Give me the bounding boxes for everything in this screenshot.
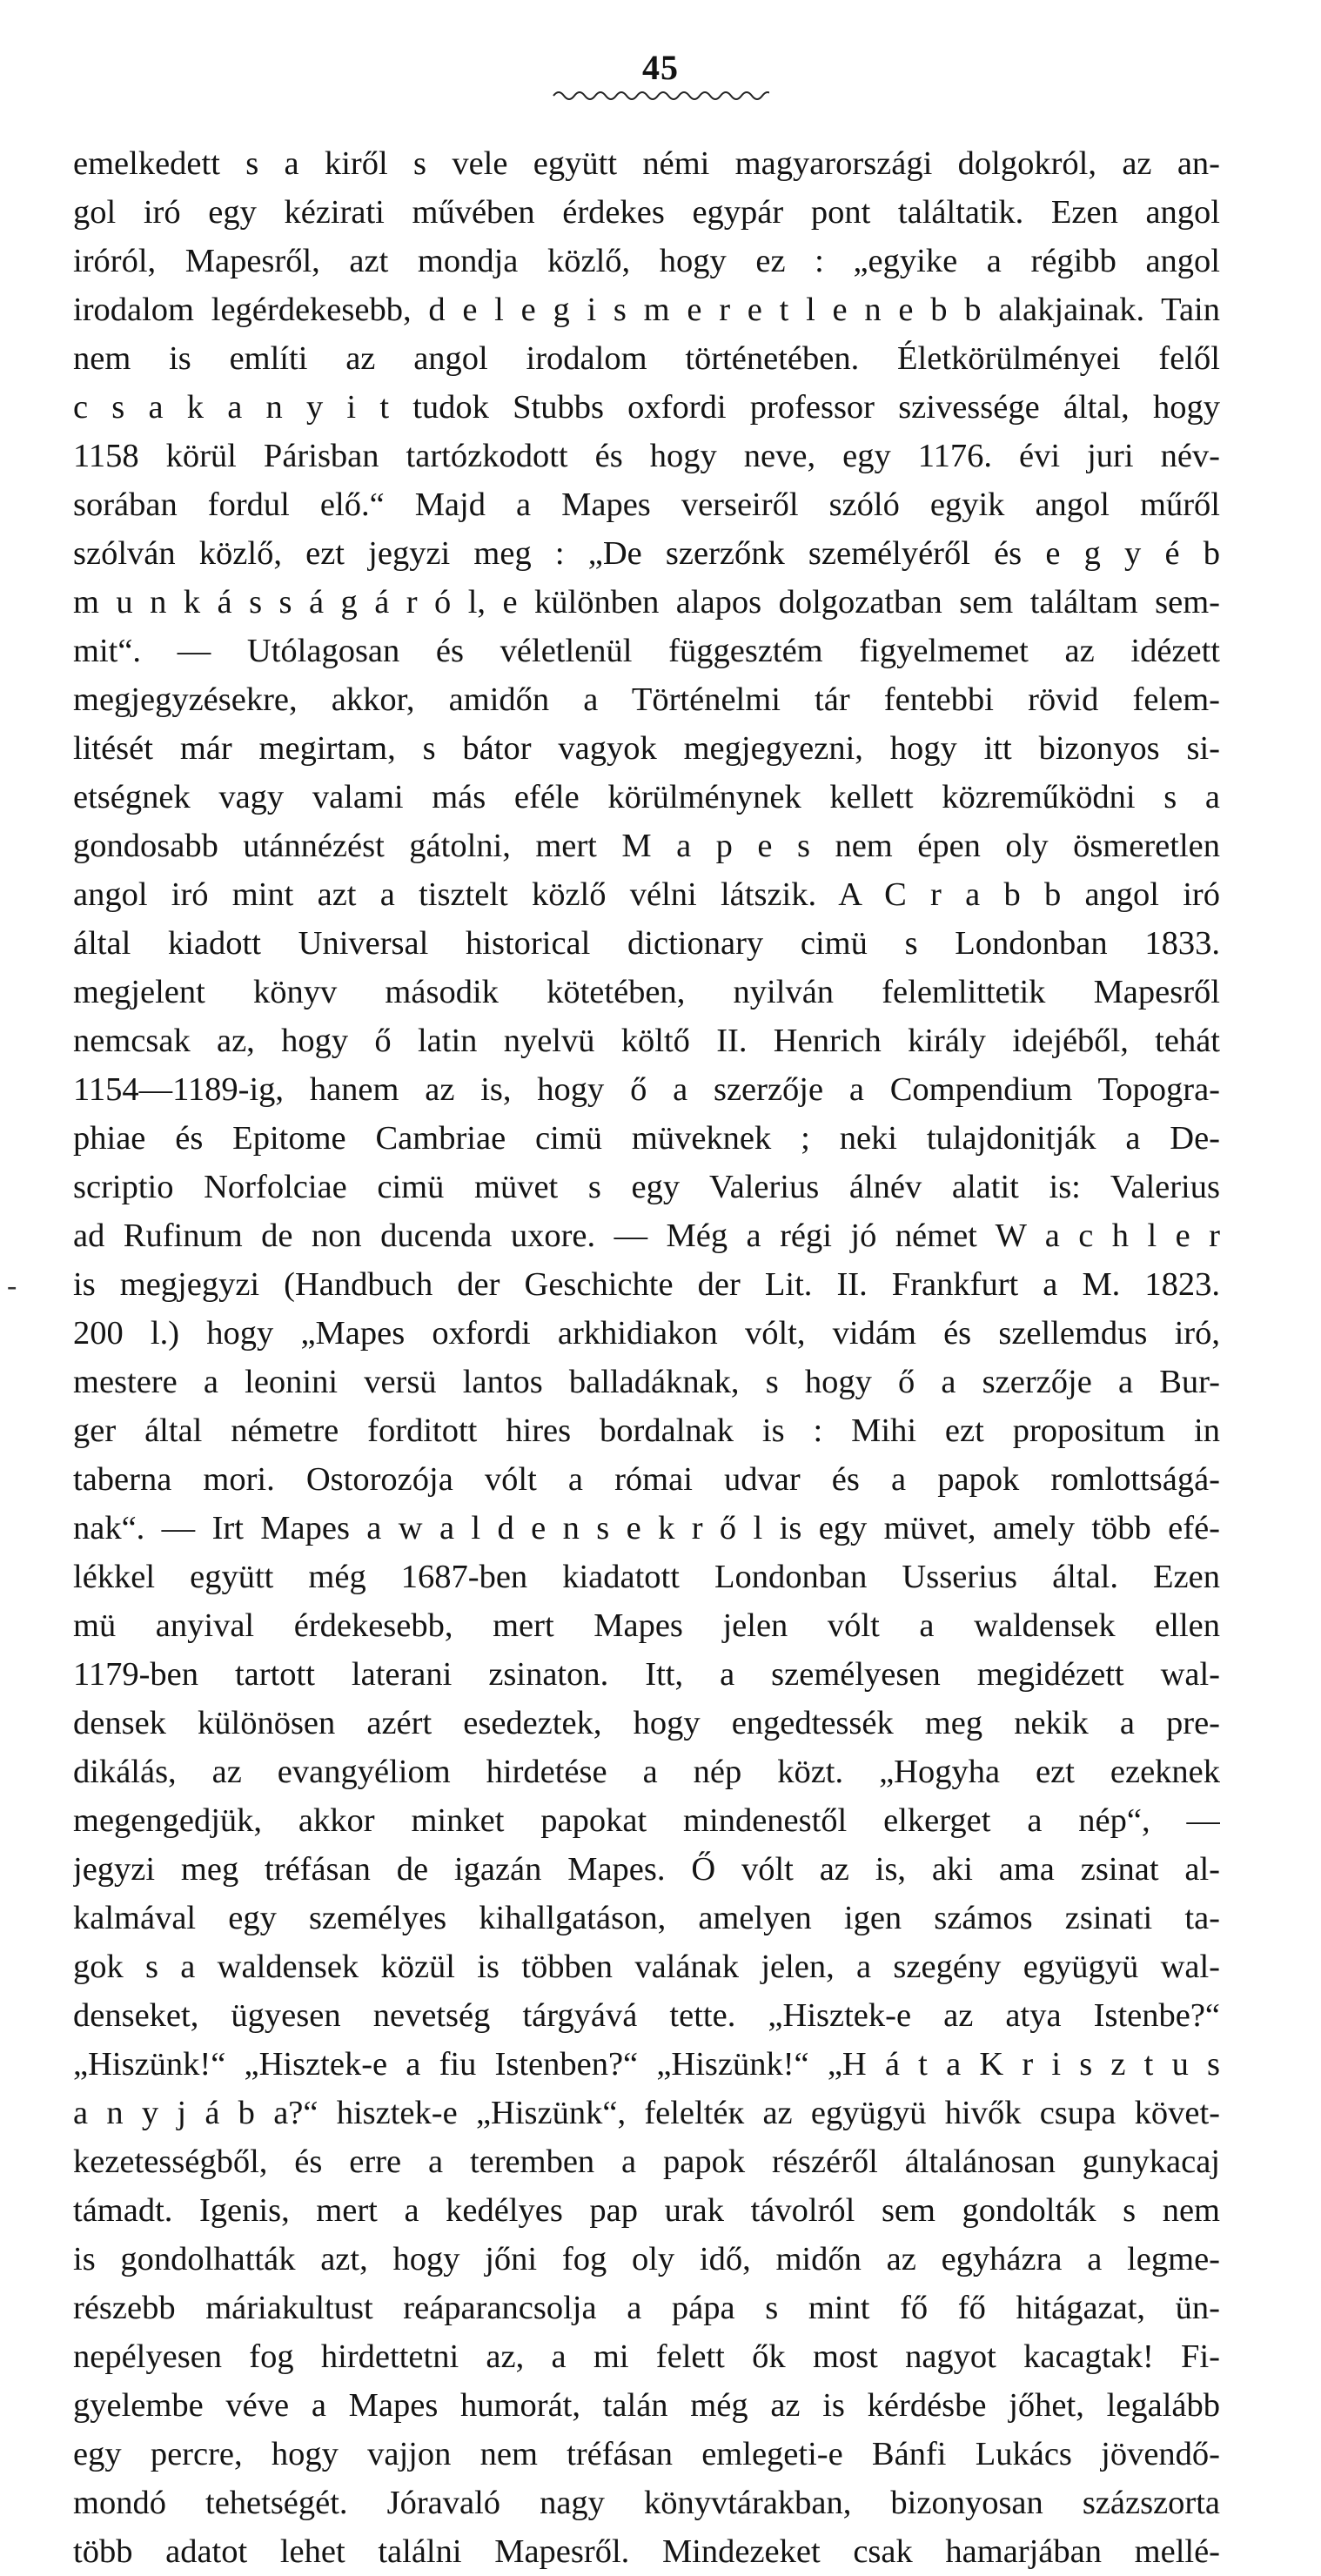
text-line: nemcsak az, hogy ő latin nyelvü költő II. Henrich király idejéből, tehát bbox=[73, 1023, 1220, 1059]
text-line: taberna mori. Ostorozója vólt a római udvar és a papok romlottságá- bbox=[73, 1461, 1220, 1498]
text-line: irodalom legérdekesebb, d e l e g i s m e r e t l e n e b b alakjainak. Tain bbox=[73, 292, 1220, 328]
text-line: etségnek vagy valami más eféle körülménynek kellett közreműködni s a bbox=[73, 779, 1220, 815]
wavy-ornament-icon bbox=[552, 89, 769, 103]
text-line: mit“. — Utólagosan és véletlenül függesztém figyelmemet az idézett bbox=[73, 633, 1220, 669]
text-line: nem is említi az angol irodalom történetében. Életkörülményei felől bbox=[73, 340, 1220, 377]
text-line: nepélyesen fog hirdettetni az, a mi felett ők most nagyot kacagtak! Fi- bbox=[73, 2338, 1220, 2375]
text-line: megjelent könyv második kötetében, nyilván felemlittetik Mapesről bbox=[73, 974, 1220, 1010]
text-line: szólván közlő, ezt jegyzi meg : „De szerzőnk személyéről és e g y é b bbox=[73, 535, 1220, 572]
text-line: m u n k á s s á g á r ó l, e különben alapos dolgozatban sem találtam sem- bbox=[73, 584, 1220, 621]
text-line: megengedjük, akkor minket papokat mindenestől elkerget a nép“, — bbox=[73, 1802, 1220, 1839]
text-line: megjegyzésekre, akkor, amidőn a Történelmi tár fentebbi rövid felem- bbox=[73, 681, 1220, 718]
text-line: lékkel együtt még 1687-ben kiadatott Londonban Usserius által. Ezen bbox=[73, 1559, 1220, 1595]
text-line: 1179-ben tartott laterani zsinaton. Itt, a személyesen megidézett wal- bbox=[73, 1656, 1220, 1693]
text-line: több adatot lehet találni Mapesről. Mindezeket csak hamarjában mellé- bbox=[73, 2533, 1220, 2570]
text-line: is gondolhatták azt, hogy jőni fog oly idő, midőn az egyházra a legme- bbox=[73, 2241, 1220, 2277]
text-line: densek különösen azért esedeztek, hogy engedtessék meg nekik a pre- bbox=[73, 1705, 1220, 1741]
text-line: által kiadott Universal historical dictionary cimü s Londonban 1833. bbox=[73, 925, 1220, 962]
text-line: 1154—1189-ig, hanem az is, hogy ő a szerzője a Compendium Topogra- bbox=[73, 1071, 1220, 1108]
text-line: gok s a waldensek közül is többen valának jelen, a szegény együgyü wal- bbox=[73, 1949, 1220, 1985]
text-line: mestere a leonini versü lantos balladáknak, s hogy ő a szerzője a Bur- bbox=[73, 1364, 1220, 1400]
body-text bbox=[73, 139, 1220, 2576]
text-line: scriptio Norfolciae cimü müvet s egy Valerius álnév alatit is: Valerius bbox=[73, 1169, 1220, 1205]
text-line: részebb máriakultust reáparancsolja a pápa s mint fő fő hitágazat, ün- bbox=[73, 2290, 1220, 2326]
text-line: mondó tehetségét. Jóravaló nagy könyvtárakban, bizonyosan százszorta bbox=[73, 2485, 1220, 2521]
page-header bbox=[0, 49, 1321, 103]
text-line: 200 l.) hogy „Mapes oxfordi arkhidiakon vólt, vidám és szellemdus iró, bbox=[73, 1315, 1220, 1352]
text-line: a n y j á b a?“ hisztek-e „Hiszünk“, feleltéк az együgyü hivők csupa követ- bbox=[73, 2095, 1220, 2131]
text-line: litését már megirtam, s bátor vagyok megjegyezni, hogy itt bizonyos si- bbox=[73, 730, 1220, 767]
text-line: egy percre, hogy vajjon nem tréfásan emlegeti-e Bánfi Lukács jövendő- bbox=[73, 2436, 1220, 2472]
text-line: c s a k a n y i t tudok Stubbs oxfordi professor szivessége által, hogy bbox=[73, 389, 1220, 426]
text-line: sorában fordul elő.“ Majd a Mapes verseiről szóló egyik angol műről bbox=[73, 486, 1220, 523]
text-line: mü anyival érdekesebb, mert Mapes jelen vólt a waldensek ellen bbox=[73, 1607, 1220, 1644]
text-line: nak“. — Irt Mapes a w a l d e n s e k r ő l is egy müvet, amely több efé- bbox=[73, 1510, 1220, 1546]
text-line: dikálás, az evangyéliom hirdetése a nép közt. „Hogyha ezt ezeknek bbox=[73, 1754, 1220, 1790]
page-number: 45 bbox=[642, 48, 679, 87]
text-line: kalmával egy személyes kihallgatáson, amelyen igen számos zsinati ta- bbox=[73, 1900, 1220, 1936]
margin-mark: - bbox=[7, 1270, 17, 1302]
text-line: iróról, Mapesről, azt mondja közlő, hogy ez : „egyike a régibb angol bbox=[73, 243, 1220, 279]
text-line: 1158 körül Párisban tartózkodott és hogy neve, egy 1176. évi juri név- bbox=[73, 438, 1220, 474]
text-line: gol iró egy kézirati művében érdekes egypár pont találtatik. Ezen angol bbox=[73, 194, 1220, 231]
text-line: ad Rufinum de non ducenda uxore. — Még a régi jó német W a c h l e r bbox=[73, 1218, 1220, 1254]
text-line: ger által németre forditott hires bordalnak is : Mihi ezt propositum in bbox=[73, 1412, 1220, 1449]
text-line: „Hiszünk!“ „Hisztek-e a fiu Istenben?“ „Hiszünk!“ „H á t a K r i s z t u s bbox=[73, 2046, 1220, 2083]
text-line: jegyzi meg tréfásan de igazán Mapes. Ő vólt az is, aki ama zsinat al- bbox=[73, 1851, 1220, 1888]
text-line: támadt. Igenis, mert a kedélyes pap urak távolról sem gondolták s nem bbox=[73, 2192, 1220, 2229]
text-line: gyelembe véve a Mapes humorát, talán még az is kérdésbe jőhet, legalább bbox=[73, 2387, 1220, 2424]
text-line: angol iró mint azt a tisztelt közlő vélni látszik. A C r a b b angol iró bbox=[73, 876, 1220, 913]
text-line: emelkedett s a kiről s vele együtt némi magyarországi dolgokról, az an- bbox=[73, 145, 1220, 182]
text-line: phiae és Epitome Cambriae cimü müveknek ; neki tulajdonitják a De- bbox=[73, 1120, 1220, 1157]
text-line: denseket, ügyesen nevetség tárgyává tette. „Hisztek-e az atya Istenbe?“ bbox=[73, 1997, 1220, 2034]
text-line: gondosabb utánnézést gátolni, mert M a p e s nem épen oly ösmeretlen bbox=[73, 828, 1220, 864]
text-line: kezetességből, és erre a teremben a papok részéről általánosan gunykacaj bbox=[73, 2143, 1220, 2180]
text-line: is megjegyzi (Handbuch der Geschichte der Lit. II. Frankfurt a M. 1823. bbox=[73, 1266, 1220, 1303]
